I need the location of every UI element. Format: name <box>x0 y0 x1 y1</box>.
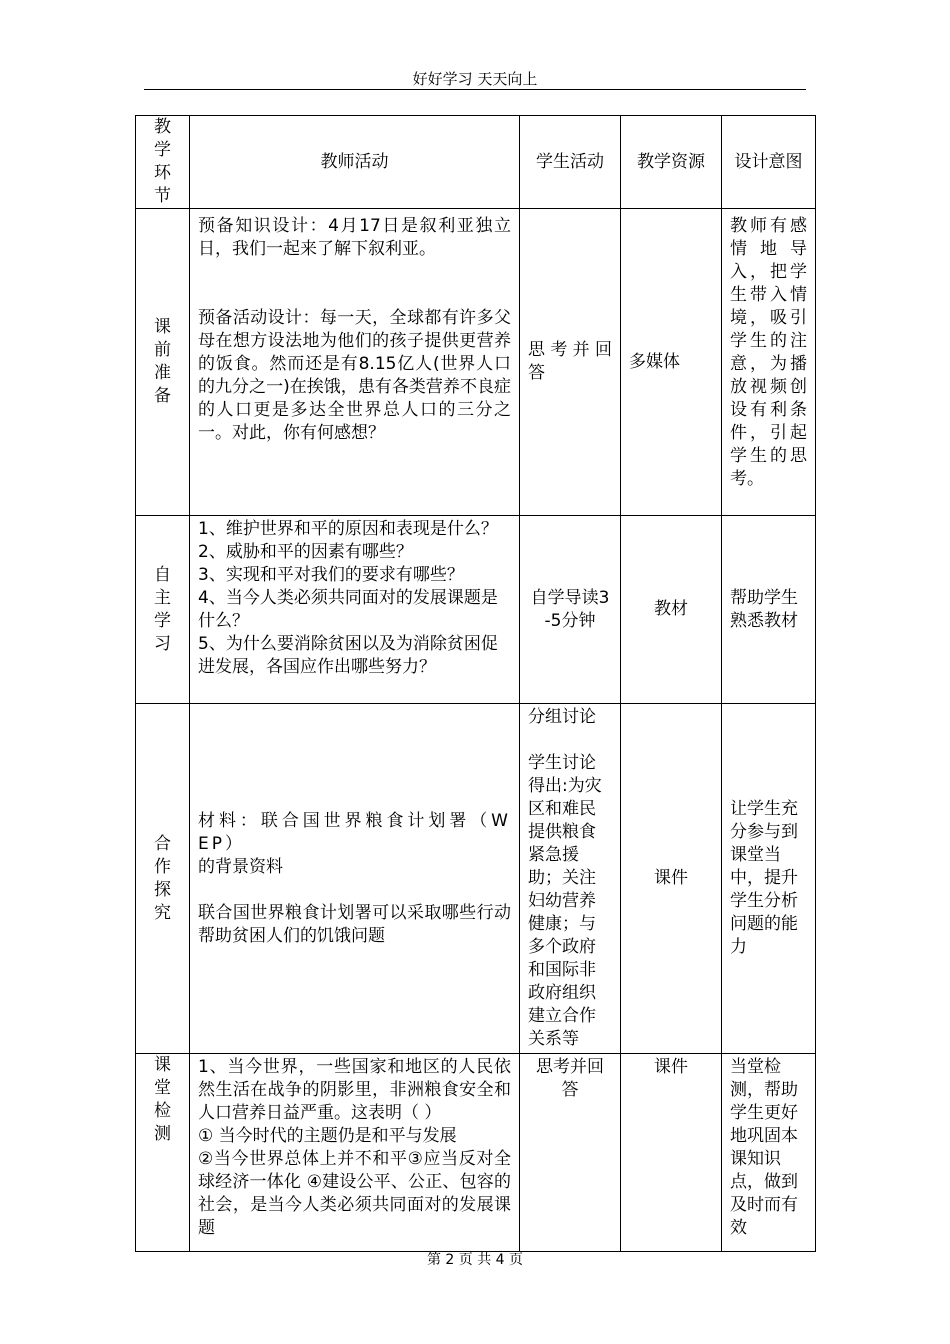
column-header-resource: 教学资源 <box>621 116 722 209</box>
intent-cell: 教师有感情地导入，把学生带入情境，吸引学生的注意，为播放视频创设有利条件，引起学生的思考。 <box>722 209 816 516</box>
teacher-paragraph: 联合国世界粮食计划署可以采取哪些行动帮助贫困人们的饥饿问题 <box>198 902 511 946</box>
teacher-question: 3、实现和平对我们的要求有哪些？ <box>198 565 464 585</box>
student-activity-cell: 思考并回答 <box>520 1054 621 1252</box>
page-footer: 第 2 页 共 4 页 <box>426 1252 524 1268</box>
table-header-row <box>136 116 816 209</box>
student-activity-cell <box>520 704 621 1054</box>
stage-cell: 自主学习 <box>136 516 190 704</box>
question-option: ②当今世界总体上并不和平③应当反对全球经济一体化 ④建设公平、公正、包容的社会，是当今人类必须共同面对的发展课题 <box>198 1149 511 1238</box>
student-paragraph: 学生讨论得出:为灾区和难民提供粮食紧急援助；关注妇幼营养健康；与多个政府和国际非政府组织建立合作关系等 <box>528 753 602 1049</box>
student-paragraph: 分组讨论 <box>528 707 596 727</box>
teacher-question: 1、维护世界和平的原因和表现是什么？ <box>198 519 498 539</box>
question-option: ① 当今时代的主题仍是和平与发展 <box>198 1126 457 1146</box>
teacher-question: 4、当今人类必须共同面对的发展课题是什么？ <box>198 588 498 631</box>
student-activity-cell: 思考并回答 <box>520 209 621 516</box>
stage-cell: 课前准备 <box>136 209 190 516</box>
column-header-intent: 设计意图 <box>722 116 816 209</box>
header-rule <box>144 89 806 90</box>
teacher-question: 2、威胁和平的因素有哪些？ <box>198 542 413 562</box>
teacher-paragraph: 材料：联合国世界粮食计划署（WEP） <box>198 810 511 854</box>
intent-cell: 让学生充分参与到课堂当中，提升学生分析问题的能力 <box>722 704 816 1054</box>
teacher-paragraph: 预备知识设计：4月17日是叙利亚独立日，我们一起来了解下叙利亚。 <box>198 216 511 259</box>
table-row <box>136 1054 816 1252</box>
teacher-activity-cell <box>190 1054 520 1252</box>
column-header-stage: 教学环节 <box>136 116 190 209</box>
stage-cell: 课堂检测 <box>136 1054 190 1252</box>
resource-cell: 多媒体 <box>621 209 722 516</box>
column-header-student: 学生活动 <box>520 116 621 209</box>
table-row <box>136 516 816 704</box>
teacher-question: 5、为什么要消除贫困以及为消除贫困促进发展，各国应作出哪些努力？ <box>198 634 498 677</box>
intent-cell: 帮助学生熟悉教材 <box>722 516 816 704</box>
teacher-activity-cell <box>190 516 520 704</box>
table-row <box>136 704 816 1054</box>
page-header: 好好学习 天天向上 <box>412 70 538 88</box>
lesson-plan-table <box>135 115 816 1252</box>
question-stem: 1、当今世界，一些国家和地区的人民依然生活在战争的阴影里，非洲粮食安全和人口营养日益严重。这表明（ ） <box>198 1057 511 1123</box>
teacher-paragraph: 预备活动设计：每一天，全球都有许多父母在想方设法地为他们的孩子提供更营养的饭食。然而还是有8.15亿人(世界人口的九分之一)在挨饿，患有各类营养不良症的人口更是多达全世界总人口的三分之一。对此，你有何感想？ <box>198 308 511 443</box>
column-header-teacher: 教师活动 <box>190 116 520 209</box>
table-row <box>136 209 816 516</box>
stage-cell: 合作探究 <box>136 704 190 1054</box>
resource-cell: 课件 <box>621 704 722 1054</box>
teacher-activity-cell <box>190 704 520 1054</box>
teacher-paragraph: 的背景资料 <box>198 856 283 877</box>
resource-cell: 课件 <box>621 1054 722 1252</box>
intent-cell: 当堂检测，帮助学生更好地巩固本课知识点，做到及时而有效 <box>722 1054 816 1252</box>
student-activity-cell: 自学导读3-5分钟 <box>520 516 621 704</box>
teacher-activity-cell <box>190 209 520 516</box>
resource-cell: 教材 <box>621 516 722 704</box>
